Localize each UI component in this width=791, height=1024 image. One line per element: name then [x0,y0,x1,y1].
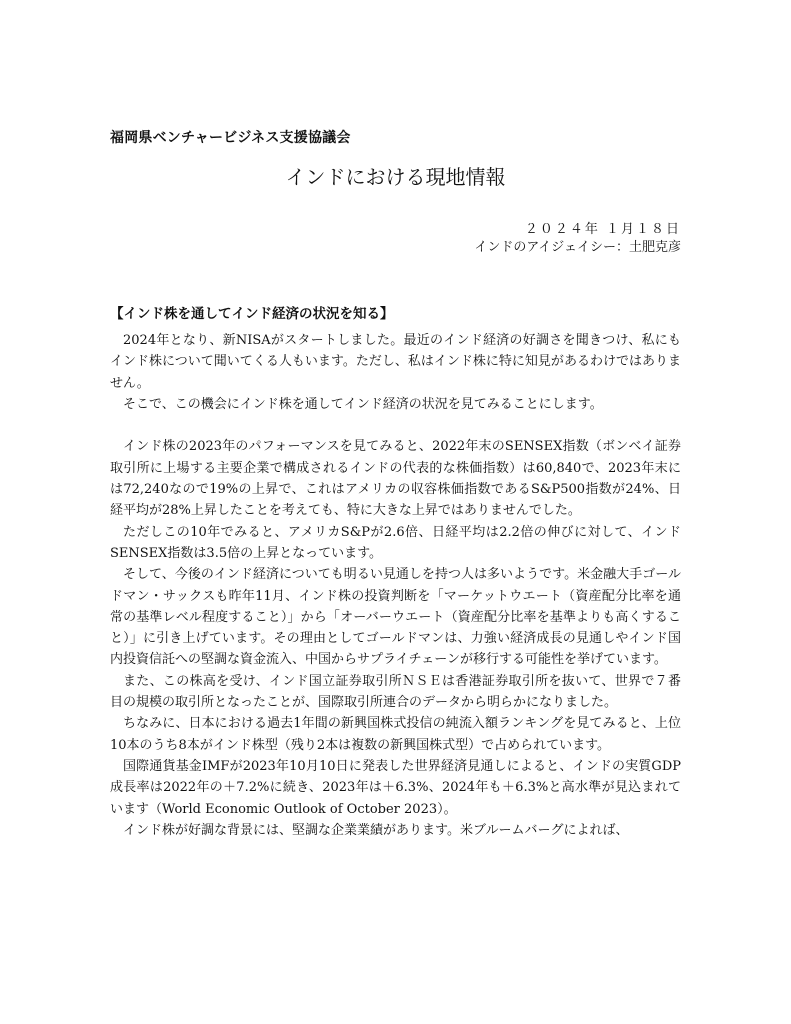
paragraph: そこで、この機会にインド株を通してインド経済の状況を見てみることにします。 [123,396,603,412]
organization-name: 福岡県ベンチャービジネス支援協議会 [110,130,351,146]
document-title: インドにおける現地情報 [285,165,506,189]
paragraph: そして、今後のインド経済についても明るい見通しを持つ人は多いようです。米金融大手ゴールドマン・サックスも昨年11月、インド株の投資判断を「マーケットウエート（資産配分比率を通常の基準レベル程度すること）」から「オーバーウエート（資産配分比率を基準よりも高くすること）」に引き上げています。その理由としてゴールドマンは、力強い経済成長の見通しやインド国内投資信託への堅調な資金流入、中国からサプライチェーンが移行する可能性を挙げています。 [110,567,681,668]
paragraph: 国際通貨基金IMFが2023年10月10日に発表した世界経済見通しによると、インドの実質GDP成長率は2022年の＋7.2%に続き、2023年は＋6.3%、2024年も＋6.3%と高水準が見込まれています（World Economic Outlook of October 2023）。 [110,758,681,817]
paragraph: また、この株高を受け、インド国立証券取引所ＮＳＥは香港証券取引所を抜いて、世界で７番目の規模の取引所となったことが、国際取引所連合のデータから明らかになりました。 [110,673,681,711]
paragraph-spacer [110,415,681,436]
document-date: ２０２４年 １月１８日 [524,222,681,237]
paragraph: 2024年となり、新NISAがスタートしました。最近のインド経済の好調さを聞きつけ、私にもインド株について聞いてくる人もいます。ただし、私はインド株に特に知見があるわけではありません。 [110,333,681,391]
document-author: インドのアイジェイシー：土肥克彦 [474,240,681,255]
paragraph: インド株の2023年のパフォーマンスを見てみると、2022年末のSENSEX指数（ボンベイ証券取引所に上場する主要企業で構成されるインドの代表的な株価指数）は60,840で、2023年末には72,240なので19%の上昇で、これはアメリカの収容株価指数であるS&P500指数が24%、日経平均が28%上昇したことを考えても、特に大きな上昇ではありませんでした。 [110,439,681,519]
document-body [110,330,681,841]
section-heading: 【インド株を通してインド経済の状況を知る】 [110,306,394,322]
paragraph: インド株が好調な背景には、堅調な企業業績があります。米ブルームバーグによれば、 [123,822,629,838]
paragraph: ちなみに、日本における過去1年間の新興国株式投信の純流入額ランキングを見てみると、上位10本のうち8本がインド株型（残り2本は複数の新興国株式型）で占められています。 [110,716,681,753]
paragraph: ただしこの10年でみると、アメリカS&Pが2.6倍、日経平均は2.2倍の伸びに対して、インドSENSEX指数は3.5倍の上昇となっています。 [110,524,681,561]
